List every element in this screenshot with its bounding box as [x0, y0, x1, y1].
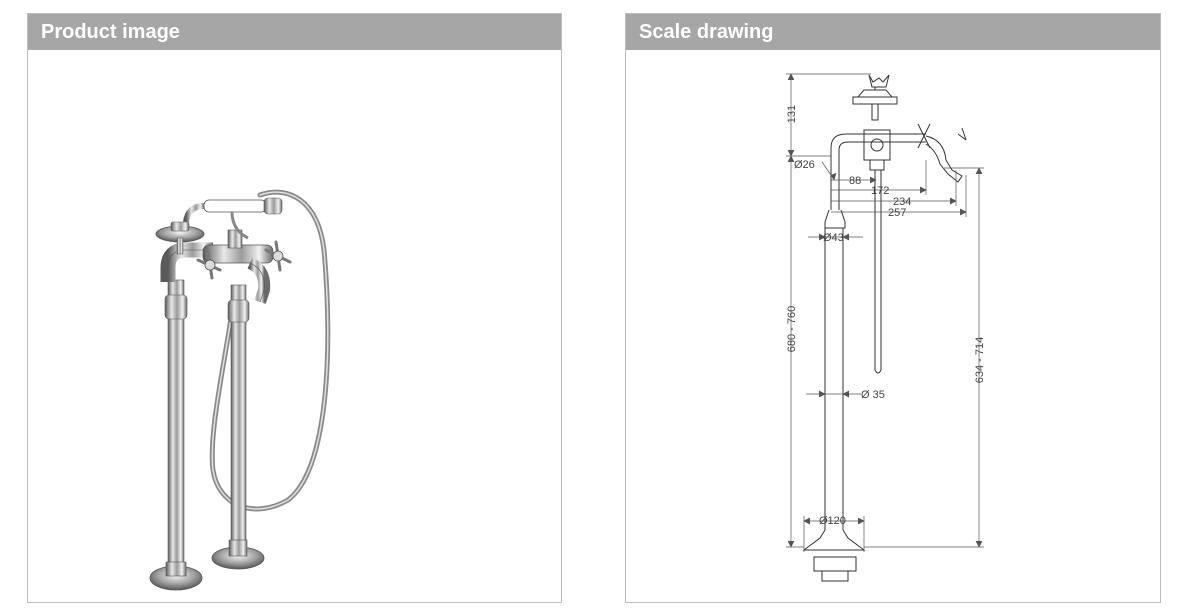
dim-diameter-43: Ø43: [823, 232, 844, 244]
technical-drawing: [626, 50, 1162, 602]
dim-131: 131: [786, 104, 798, 124]
drawing-risers: [825, 160, 881, 530]
dim-diameter-120: Ø120: [819, 515, 846, 527]
scale-drawing-area: [626, 50, 1160, 602]
product-image-header: Product image: [28, 14, 561, 50]
dim-88: 88: [849, 175, 862, 187]
dim-680-760: 680 - 760: [786, 305, 798, 353]
dim-257: 257: [888, 207, 907, 219]
left-riser-pipe: [165, 250, 213, 570]
dimension-lines: [786, 74, 984, 552]
drawing-mixer-body: [831, 124, 966, 182]
scale-drawing-header: Scale drawing: [626, 14, 1160, 50]
product-image-area: [28, 50, 561, 602]
drawing-base: [804, 530, 864, 581]
dim-172: 172: [871, 185, 890, 197]
dim-634-714: 634 - 714: [974, 336, 986, 384]
drawing-shower-rose: [853, 75, 897, 120]
dim-diameter-35: Ø 35: [861, 389, 885, 401]
product-image-panel: [27, 13, 562, 603]
dim-diameter-26: Ø26: [794, 159, 815, 171]
scale-drawing-panel: [625, 13, 1161, 603]
faucet-photo: [28, 50, 563, 602]
dim-234: 234: [893, 196, 912, 208]
right-riser-pipe: [228, 285, 249, 550]
